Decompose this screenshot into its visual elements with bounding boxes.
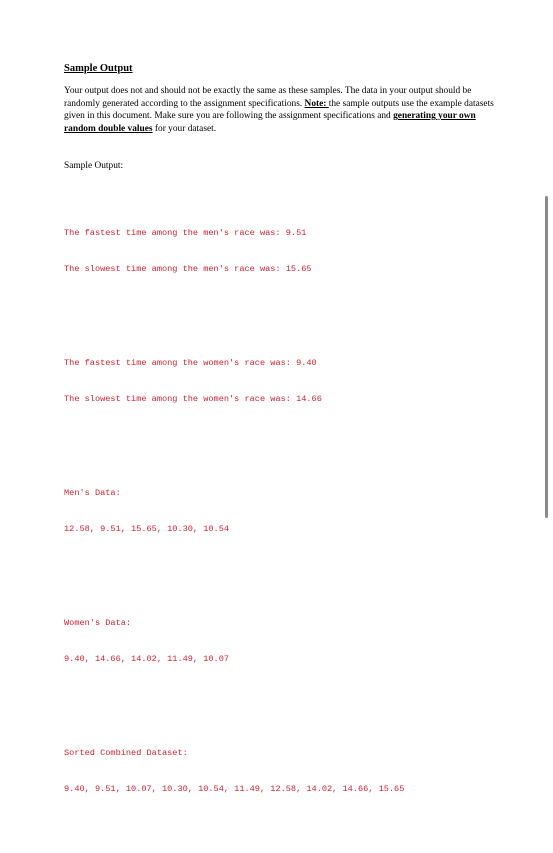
note-label: Note: [304, 98, 329, 109]
emphasis-text: generating your own random double values [64, 111, 476, 134]
sorted-data-values: 9.40, 9.51, 10.07, 10.30, 10.54, 11.49, 12.58, 14.02, 14.66, 15.65 [64, 784, 405, 795]
women-fastest-line: The fastest time among the women's race was: 9.40 [64, 358, 317, 369]
men-fastest-line: The fastest time among the men's race was: 9.51 [64, 228, 307, 239]
men-data-label: Men's Data: [64, 488, 121, 499]
instructions-paragraph [64, 85, 494, 135]
paragraph-part-1: Your output does not and should not be exactly the same as these samples. The data in your output should be randomly generated according to the assignment specifications. [64, 86, 472, 109]
men-data-block [64, 463, 494, 559]
women-data-block [64, 593, 494, 689]
paragraph-part-3: for your dataset. [152, 123, 217, 134]
section-heading: Sample Output [64, 63, 133, 74]
women-slowest-line: The slowest time among the women's race was: 14.66 [64, 394, 322, 405]
women-data-values: 9.40, 14.66, 14.02, 11.49, 10.07 [64, 654, 230, 665]
men-summary-block [64, 203, 494, 299]
sorted-data-block [64, 723, 494, 819]
sample-output-block [64, 179, 494, 853]
vertical-scrollbar[interactable] [545, 196, 548, 518]
men-data-values: 12.58, 9.51, 15.65, 10.30, 10.54 [64, 524, 230, 535]
women-summary-block [64, 333, 494, 429]
paragraph-part-2: the sample outputs use the example datasets given in this document. Make sure you are following the assignment specifications and [64, 98, 494, 122]
document-content [64, 63, 494, 853]
sorted-data-label: Sorted Combined Dataset: [64, 748, 188, 759]
women-data-label: Women's Data: [64, 618, 132, 629]
sample-output-label: Sample Output: [64, 161, 124, 172]
men-slowest-line: The slowest time among the men's race was: 15.65 [64, 264, 312, 275]
